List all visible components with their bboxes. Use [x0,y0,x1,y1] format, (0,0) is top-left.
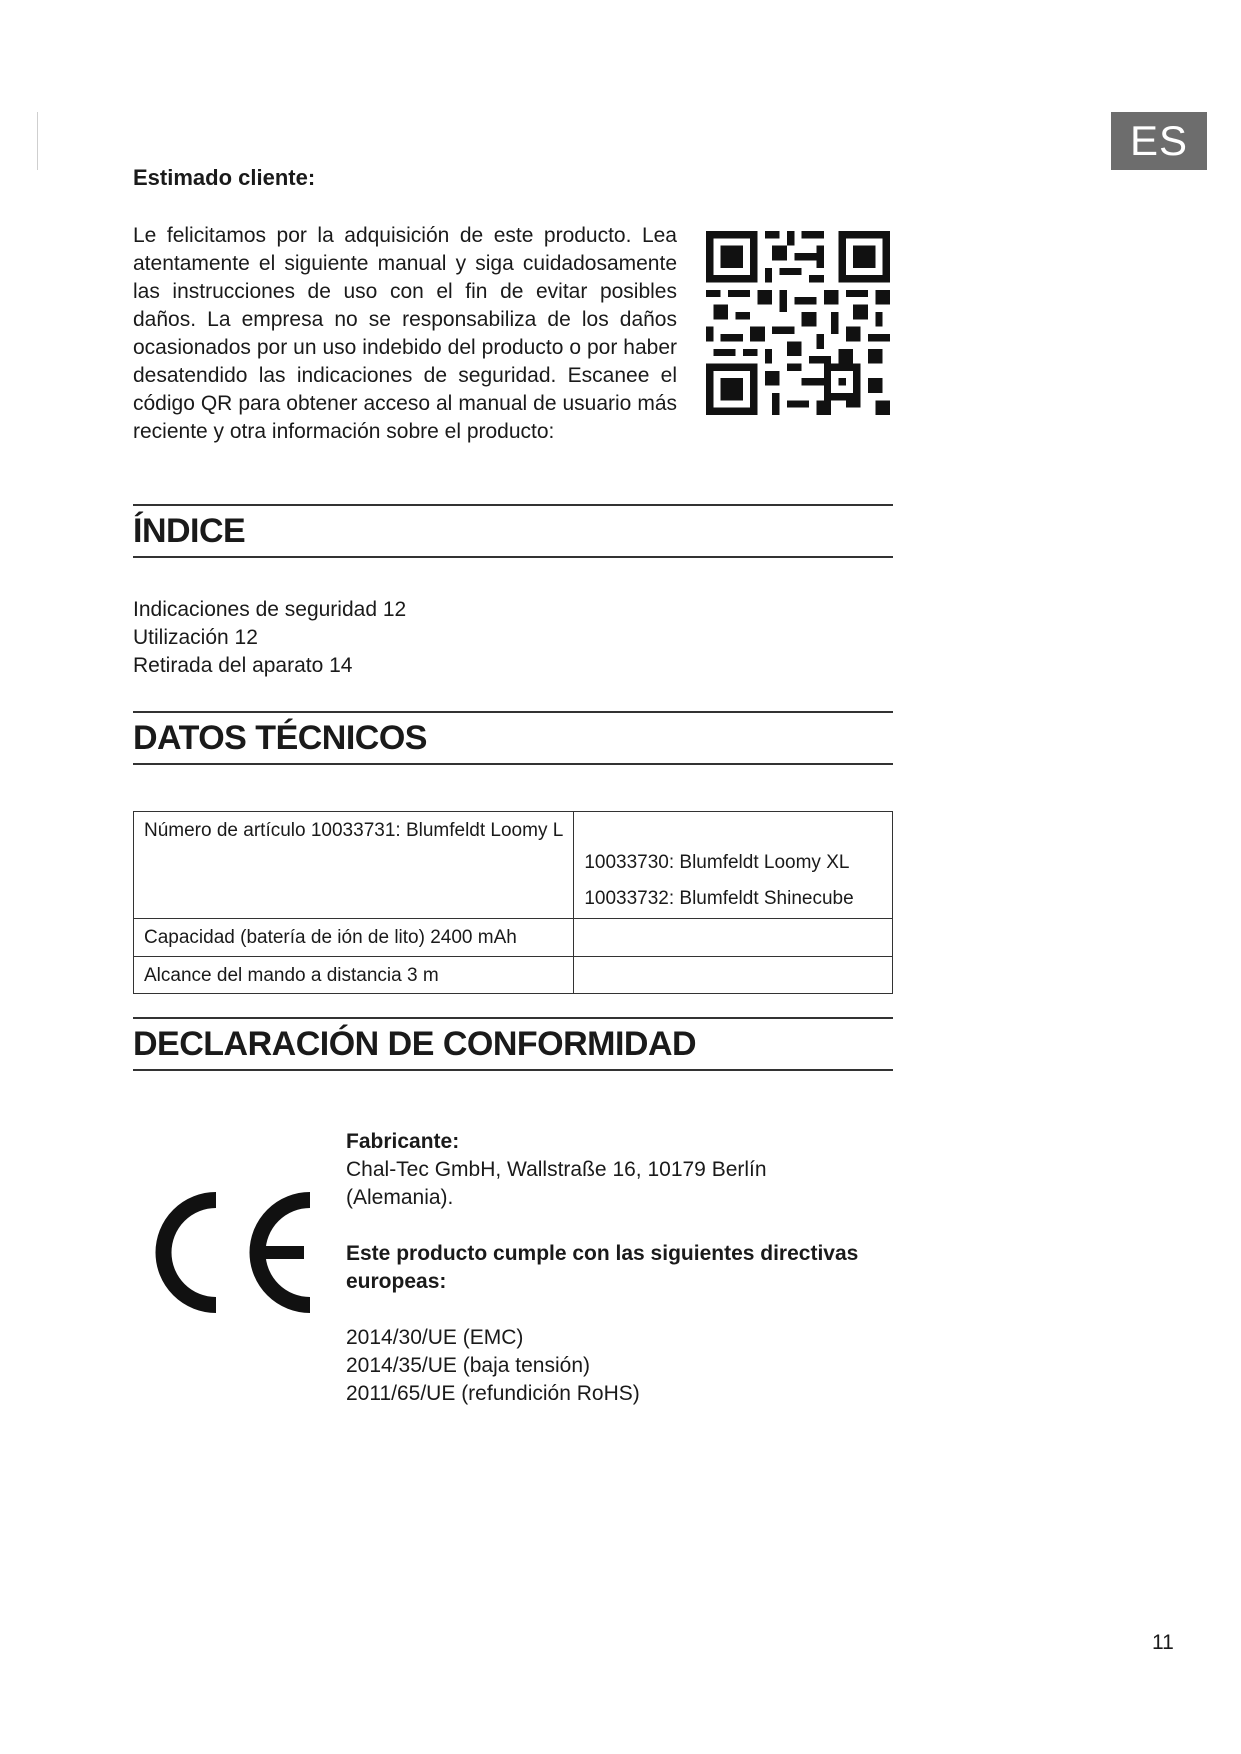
manufacturer-label: Fabricante: [346,1130,460,1153]
spec-value: 10033732: Blumfeldt Shinecube [584,888,854,909]
page-number: 11 [1152,1631,1174,1654]
manufacturer-block [346,1128,886,1408]
margin-mark [37,112,38,170]
manufacturer-country: (Alemania). [346,1186,454,1209]
technical-data-table [133,811,893,994]
table-row [134,812,893,919]
table-row [134,957,893,994]
manufacturer-address: Chal-Tec GmbH, Wallstraße 16, 10179 Berlín [346,1158,767,1181]
conformity-heading: DECLARACIÓN DE CONFORMIDAD [133,1017,893,1071]
toc-item: Indicaciones de seguridad 12 [133,598,407,621]
spec-label: Capacidad (batería de ión de lito) 2400 mAh [144,927,517,948]
toc-item: Retirada del aparato 14 [133,654,353,677]
spec-label: Alcance del mando a distancia 3 m [144,965,439,986]
spec-value: 10033730: Blumfeldt Loomy XL [584,852,850,873]
greeting-heading: Estimado cliente: [133,165,316,190]
directive-item: 2011/65/UE (refundición RoHS) [346,1382,640,1405]
table-of-contents [133,596,406,680]
directive-item: 2014/35/UE (baja tensión) [346,1354,590,1377]
table-row [134,919,893,957]
index-heading: ÍNDICE [133,504,893,558]
ce-mark-icon [146,1190,320,1315]
intro-paragraph: Le felicitamos por la adquisición de este producto. Lea atentamente el siguiente manual y siga cuidadosamente las instrucciones de uso con el fin de evitar posibles daños. La empresa no se responsabiliza de los daños ocasionados por un uso indebido del producto o por haber desatendido las indicaciones de seguridad. Escanee el código QR para obtener acceso al manual de usuario más reciente y otra información sobre el producto: [133,224,677,443]
directive-item: 2014/30/UE (EMC) [346,1326,524,1349]
qr-code-icon [706,231,890,415]
toc-item: Utilización 12 [133,626,258,649]
directives-label-cont: europeas: [346,1270,447,1293]
language-tab: ES [1111,112,1207,170]
spec-label: Número de artículo 10033731: Blumfeldt Loomy L [144,820,564,841]
technical-data-heading: DATOS TÉCNICOS [133,711,893,765]
directives-label: Este producto cumple con las siguientes directivas [346,1242,859,1265]
